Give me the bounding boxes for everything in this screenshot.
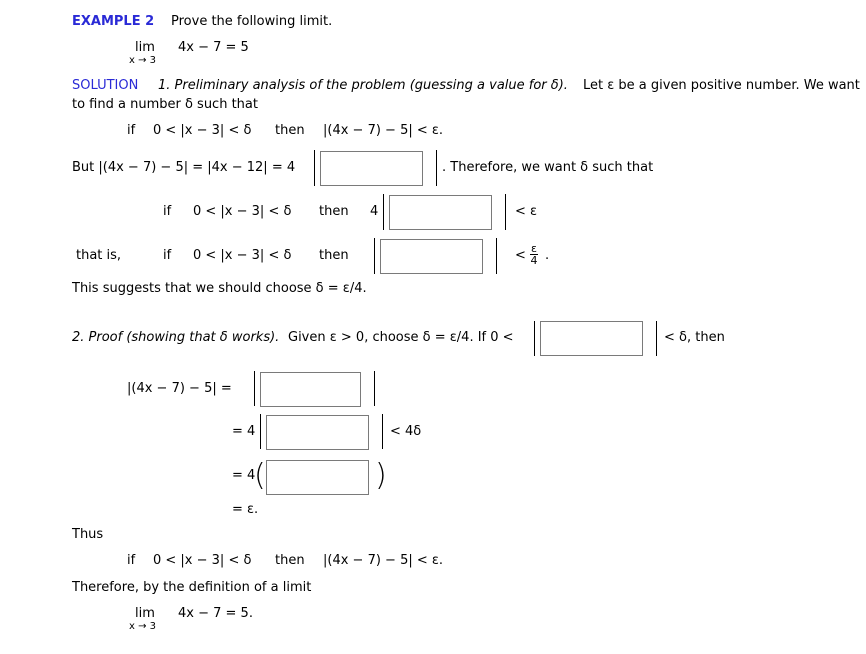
answer-box-1[interactable]	[320, 151, 423, 186]
step1-text: Let ε be a given positive number. We want	[583, 78, 860, 93]
cond1-result: |(4x − 7) − 5| < ε.	[323, 123, 444, 138]
but-line-lead: But |(4x − 7) − 5| = |4x − 12| = 4	[72, 160, 296, 175]
answer-box-5[interactable]	[260, 372, 361, 407]
cond3-then: then	[319, 248, 349, 263]
cond2-condition: 0 < |x − 3| < δ	[193, 204, 292, 219]
abs-bar-left	[374, 238, 375, 274]
cond4-if: if	[127, 553, 136, 568]
proof-title: 2. Proof (showing that δ works).	[72, 330, 280, 345]
fraction-numerator: ε	[531, 242, 537, 255]
right-parenthesis: )	[375, 458, 387, 493]
cond4-condition: 0 < |x − 3| < δ	[153, 553, 252, 568]
limit-subscript: x → 3	[129, 55, 157, 66]
abs-bar-right	[656, 321, 657, 356]
limit-subscript: x → 3	[129, 621, 157, 632]
cond4-result: |(4x − 7) − 5| < ε.	[323, 553, 444, 568]
abs-bar-left	[383, 194, 384, 230]
cond3-lead: that is,	[76, 248, 122, 263]
abs-bar-left	[314, 150, 315, 186]
cond2-if: if	[163, 204, 172, 219]
cond3-condition: 0 < |x − 3| < δ	[193, 248, 292, 263]
epsilon-over-four	[530, 243, 538, 266]
cond1-condition: 0 < |x − 3| < δ	[153, 123, 252, 138]
chain-line2-equals: = 4	[232, 424, 256, 439]
limit-lim: lim	[135, 40, 155, 55]
abs-bar-right	[505, 194, 506, 230]
answer-box-7[interactable]	[266, 460, 369, 495]
but-line-tail: . Therefore, we want δ such that	[442, 160, 654, 175]
abs-bar-right	[382, 414, 383, 449]
answer-box-3[interactable]	[380, 239, 483, 274]
example-label: EXAMPLE 2	[72, 14, 155, 29]
proof-tail: < δ, then	[664, 330, 725, 345]
left-parenthesis: (	[254, 458, 266, 493]
limit-lim: lim	[135, 606, 155, 621]
cond3-period: .	[545, 248, 550, 263]
answer-box-6[interactable]	[266, 415, 369, 450]
step1-title: 1. Preliminary analysis of the problem (guessing a value for δ).	[158, 78, 568, 93]
chain-line4: = ε.	[232, 502, 259, 517]
proof-text: Given ε > 0, choose δ = ε/4. If 0 <	[288, 330, 514, 345]
abs-bar-left	[534, 321, 535, 356]
chain-line3-equals: = 4	[232, 468, 256, 483]
abs-bar-right	[496, 238, 497, 274]
thus-label: Thus	[72, 527, 104, 542]
abs-bar-left	[254, 371, 255, 406]
abs-bar-right	[374, 371, 375, 406]
answer-box-4[interactable]	[540, 321, 643, 356]
suggest-line: This suggests that we should choose δ = ε/4.	[72, 281, 367, 296]
fraction-denominator: 4	[530, 254, 538, 267]
cond4-then: then	[275, 553, 305, 568]
cond3-if: if	[163, 248, 172, 263]
cond2-then: then	[319, 204, 349, 219]
step1-text-continued: to find a number δ such that	[72, 97, 258, 112]
therefore-line: Therefore, by the definition of a limit	[72, 580, 312, 595]
limit-expression: 4x − 7 = 5	[178, 40, 249, 55]
answer-box-2[interactable]	[389, 195, 492, 230]
abs-bar-right	[436, 150, 437, 186]
example-prompt: Prove the following limit.	[171, 14, 333, 29]
cond1-then: then	[275, 123, 305, 138]
chain-line1-lhs: |(4x − 7) − 5| =	[127, 381, 232, 396]
cond2-rhs: < ε	[515, 204, 538, 219]
abs-bar-left	[260, 414, 261, 449]
cond2-coefficient: 4	[370, 204, 379, 219]
limit-expression: 4x − 7 = 5.	[178, 606, 253, 621]
chain-line2-rhs: < 4δ	[390, 424, 422, 439]
solution-label: SOLUTION	[72, 78, 139, 93]
cond3-less-than: <	[515, 248, 526, 263]
cond1-if: if	[127, 123, 136, 138]
